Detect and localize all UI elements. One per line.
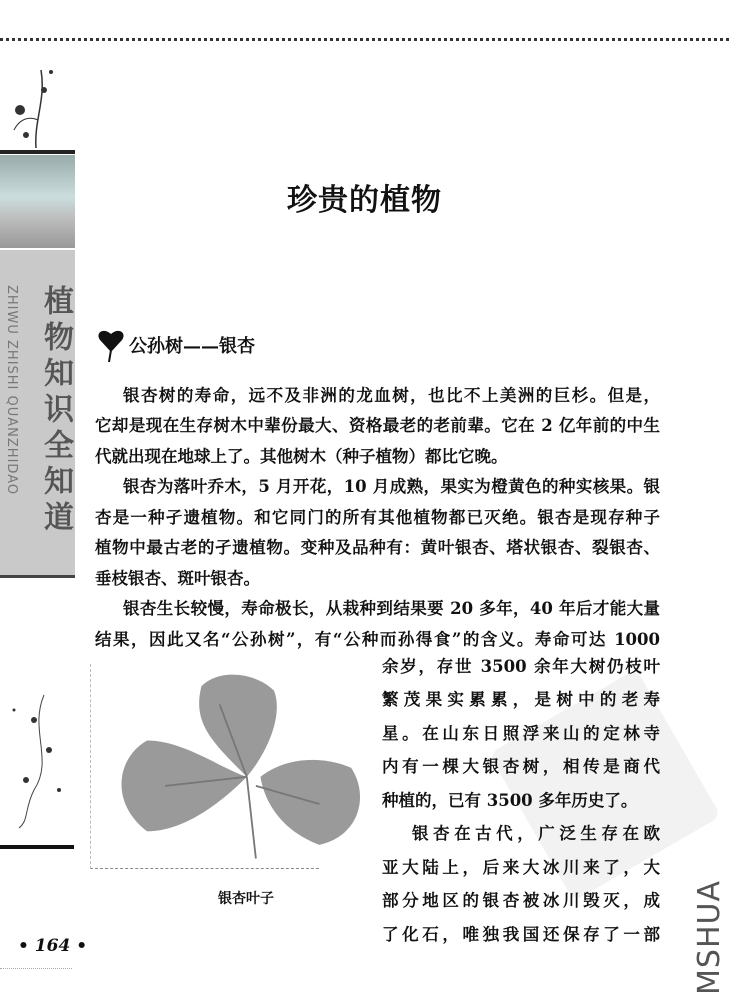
text-line: 代就出现在地球上了。其他树木（种子植物）都比它晚。	[95, 447, 508, 466]
text-line: 星。在山东日照浮来山的定林寺	[382, 724, 660, 743]
text-line: 亚大陆上，后来大冰川来了，大	[382, 858, 660, 877]
sidebar-rule	[0, 575, 75, 578]
ginkgo-leaf-image	[105, 668, 375, 863]
section-heading	[97, 328, 255, 362]
sidebar-book-title: 植物知识全知道	[38, 285, 73, 537]
figure-caption: 银杏叶子	[218, 891, 274, 907]
text-line: 繁茂果实累累，是树中的老寿	[382, 690, 660, 709]
text-line: 银杏树的寿命，远不及非洲的龙血树，也比不上美洲的巨杉。但是，	[123, 386, 660, 405]
page-title: 珍贵的植物	[287, 183, 442, 218]
floral-ornament-icon	[6, 60, 66, 150]
text-line: 银杏为落叶乔木，5 月开花，10 月成熟，果实为橙黄色的种实核果。银	[123, 477, 660, 496]
text-line: 结果，因此又名“公孙树”，有“公种而孙得食”的含义。寿命可达 1000	[95, 630, 660, 649]
text-line: 垂枝银杏、斑叶银杏。	[95, 569, 260, 588]
section-heading-text: 公孙树——银杏	[129, 336, 255, 357]
sidebar-rule	[0, 150, 75, 154]
text-line: 了化石，唯独我国还保存了一部	[382, 925, 660, 944]
heart-icon	[97, 328, 125, 362]
text-line: 部分地区的银杏被冰川毁灭，成	[382, 891, 660, 910]
footer-rule	[0, 968, 72, 969]
text-line: 植物中最古老的孑遗植物。变种及品种有：黄叶银杏、塔状银杏、裂银杏、	[95, 538, 660, 557]
corner-mark: MSHUA	[692, 880, 727, 995]
sidebar-rule	[0, 845, 74, 849]
sidebar-pinyin: ZHIWU ZHISHI QUANZHIDAO	[4, 285, 19, 496]
text-line: 银杏在古代，广泛生存在欧	[412, 824, 660, 843]
text-line: 它却是现在生存树木中辈份最大、资格最老的老前辈。它在 2 亿年前的中生	[95, 416, 660, 435]
text-line: 余岁，存世 3500 余年大树仍枝叶	[382, 657, 660, 676]
text-line: 杏是一种孑遗植物。和它同门的所有其他植物都已灭绝。银杏是现存种子	[95, 508, 660, 527]
top-dotted-rule	[0, 38, 729, 41]
page-number: • 164 •	[18, 936, 88, 956]
text-line: 种植的，已有 3500 多年历史了。	[382, 791, 638, 810]
text-line: 内有一棵大银杏树，相传是商代	[382, 757, 660, 776]
text-line: 银杏生长较慢，寿命极长，从栽种到结果要 20 多年，40 年后才能大量	[123, 599, 660, 618]
vine-ornament-icon	[4, 690, 69, 830]
